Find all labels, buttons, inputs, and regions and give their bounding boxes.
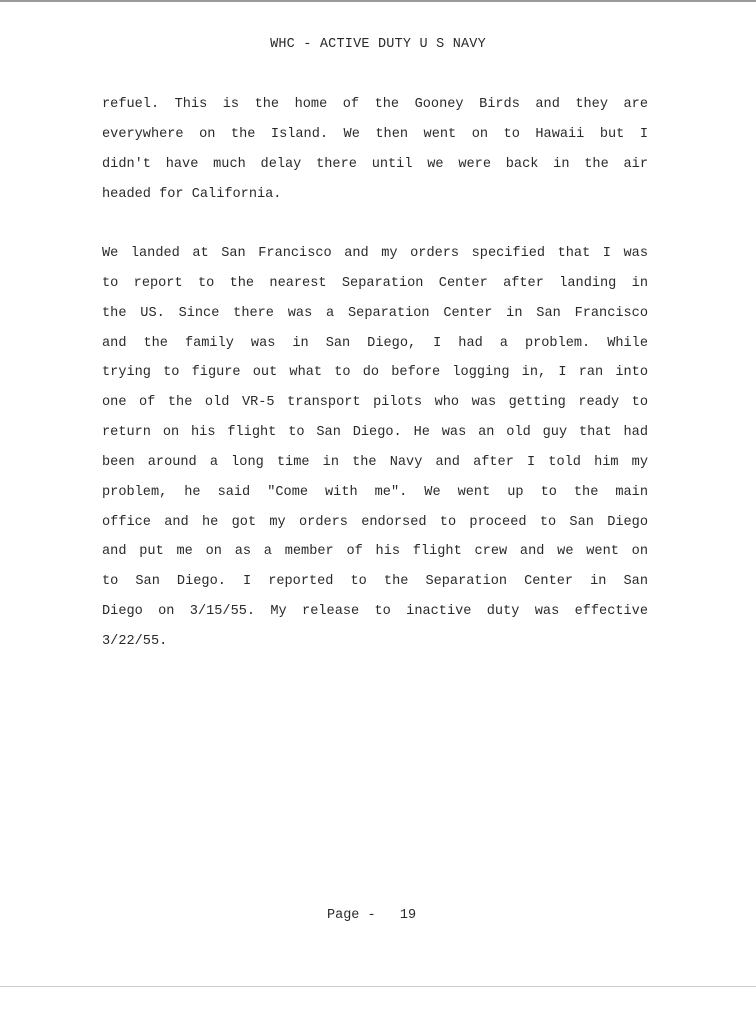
text-line: headed for California. — [102, 186, 282, 202]
scan-edge-top — [0, 0, 756, 2]
text-line: didn't have much delay there until we were back in the air — [102, 156, 648, 172]
text-line: to report to the nearest Separation Center after landing in — [102, 275, 648, 291]
text-line: and the family was in San Diego, I had a problem. While — [102, 335, 648, 351]
page-header: WHC - ACTIVE DUTY U S NAVY — [270, 37, 486, 52]
text-line: problem, he said "Come with me". We went up to the main — [102, 484, 648, 500]
paragraph-2 — [102, 239, 648, 657]
text-line: and put me on as a member of his flight crew and we went on — [102, 544, 648, 560]
text-line: the US. Since there was a Separation Center in San Francisco — [102, 305, 648, 321]
text-line: return on his flight to San Diego. He was an old guy that had — [102, 425, 648, 441]
page-footer — [327, 908, 416, 923]
text-line: to San Diego. I reported to the Separation Center in San — [102, 574, 648, 590]
text-line: Diego on 3/15/55. My release to inactive duty was effective — [102, 604, 648, 620]
text-line: trying to figure out what to do before logging in, I ran into — [102, 365, 648, 381]
page-number: 19 — [399, 908, 417, 923]
scan-edge-bottom — [0, 986, 756, 987]
text-line: office and he got my orders endorsed to proceed to San Diego — [102, 514, 648, 530]
text-line: We landed at San Francisco and my orders specified that I was — [102, 246, 648, 261]
text-line: 3/22/55. — [102, 633, 168, 649]
text-line: everywhere on the Island. We then went on to Hawaii but I — [102, 126, 648, 142]
text-line: been around a long time in the Navy and after I told him my — [102, 454, 648, 470]
page-label: Page - — [327, 908, 376, 923]
paragraph-1 — [102, 90, 648, 209]
text-line: refuel. This is the home of the Gooney Birds and they are — [102, 97, 648, 112]
text-line: one of the old VR-5 transport pilots who was getting ready to — [102, 395, 648, 411]
